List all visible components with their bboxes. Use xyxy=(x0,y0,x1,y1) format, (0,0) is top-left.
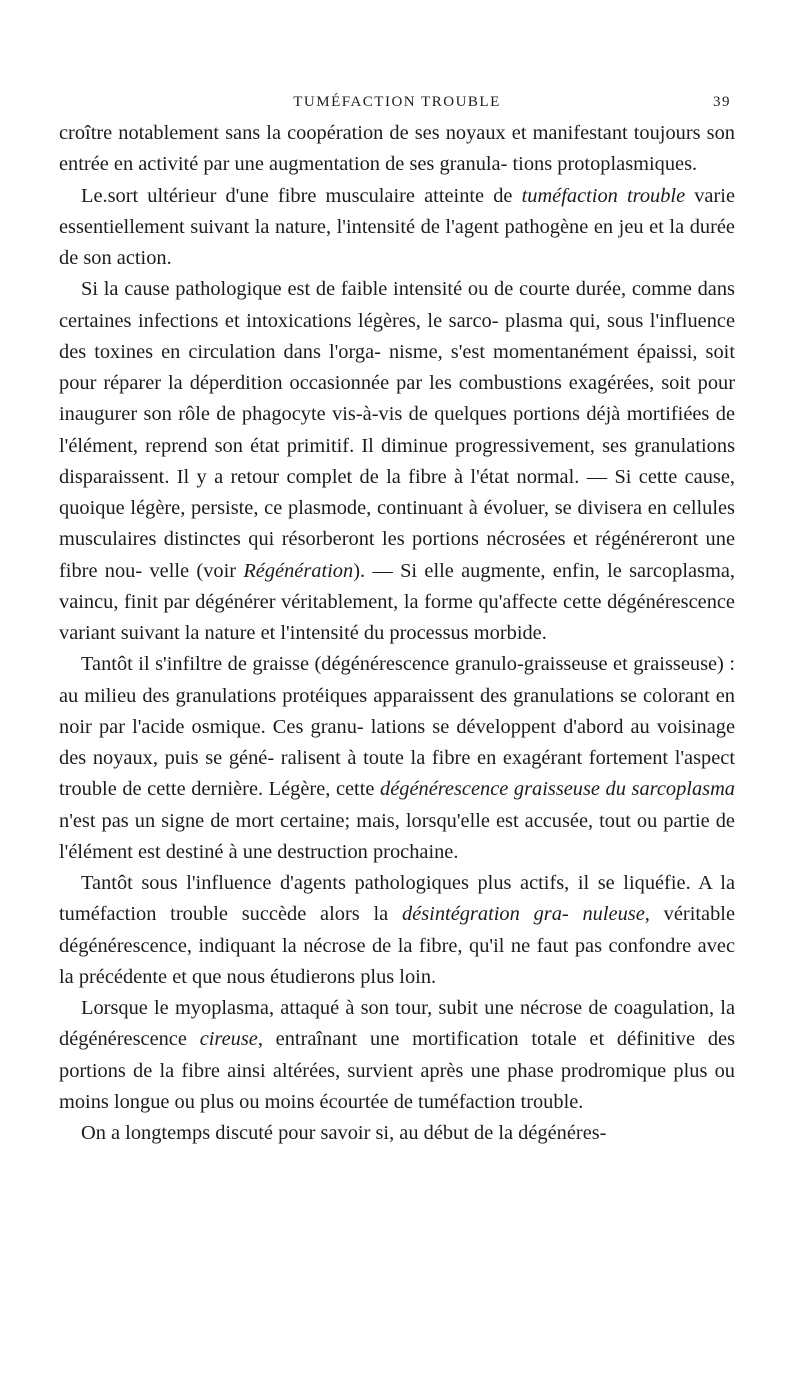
book-page xyxy=(59,94,735,1149)
running-title: TUMÉFACTION TROUBLE xyxy=(293,94,501,110)
paragraph xyxy=(59,649,735,868)
text-run: varie essentiellement suivant la nature, l'intensité de l'agent pathogène en jeu et la durée de son action. xyxy=(59,184,735,269)
text-run: n'est pas un signe de mort certaine; mais, lorsqu'elle est accusée, tout ou partie de l'élément est destiné à une destruction prochaine. xyxy=(59,809,735,863)
paragraph xyxy=(59,1118,735,1149)
text-run: Tantôt sous l'influence d'agents pathologiques plus actifs, il se liquéfie. A la tuméfaction trouble succède alors la xyxy=(59,872,735,926)
italic-term: tuméfaction trouble xyxy=(521,184,686,207)
body-text xyxy=(59,118,735,1149)
paragraph xyxy=(59,993,735,1118)
page-number: 39 xyxy=(713,94,731,110)
text-run: , entraînant une mortification totale et définitive des portions de la fibre ainsi altérées, survient après une phase prodromique plus ou moins longue ou plus ou moins écourtée de tuméfaction trouble. xyxy=(59,1028,735,1113)
text-run: Tantôt il s'infiltre de graisse (dégénérescence granulo-graisseuse et graisseuse) : au milieu des granulations protéiques apparaissent des granulations se colorant en noir par l'acide osmique. Ces granu- lations se développent d'abord au voisinage des noyaux, puis se géné- ralisent à toute la fibre en exagérant fortement l'aspect trouble de cette dernière. Légère, cette xyxy=(59,653,735,801)
paragraph xyxy=(59,868,735,993)
italic-term: dégénérescence graisseuse du sarcoplasma xyxy=(380,778,735,801)
text-run: Lorsque le myoplasma, attaqué à son tour, subit une nécrose de coagulation, la dégénérescence xyxy=(59,997,735,1051)
text-run: ). — Si elle augmente, enfin, le sarcoplasma, vaincu, finit par dégénérer véritablement, la forme qu'affecte cette dégénérescence variant suivant la nature et l'intensité du processus morbide. xyxy=(59,559,735,644)
text-run: Si la cause pathologique est de faible intensité ou de courte durée, comme dans certaines infections et intoxications légères, le sarco- plasma qui, sous l'influence des toxines en circulation dans l'orga- nisme, s'est momentanément épaissi, soit pour réparer la déperdition occasionnée par les combustions exagérées, soit pour inaugurer son rôle de phagocyte vis-à-vis de quelques portions déjà mortifiées de l'élément, reprend son état primitif. Il diminue progressivement, ses granulations disparaissent. Il y a retour complet de la fibre à l'état normal. — Si cette cause, quoique légère, persiste, ce plasmode, continuant à évoluer, se divisera en cellules musculaires distinctes qui résorberont les portions nécrosées et régénéreront une fibre nou- velle (voir xyxy=(59,278,735,582)
italic-term: Régénération xyxy=(243,559,354,582)
paragraph xyxy=(59,118,735,181)
page-header xyxy=(59,94,735,118)
text-run: On a longtemps discuté pour savoir si, au début de la dégénéres- xyxy=(81,1122,607,1144)
text-run: Le.sort ultérieur d'une fibre musculaire atteinte de xyxy=(81,184,522,207)
text-run: croître notablement sans la coopération de ses noyaux et manifestant toujours son entrée en activité par une augmentation de ses granula- tions protoplasmiques. xyxy=(59,122,735,176)
paragraph xyxy=(59,181,735,275)
text-run: , véritable dégénérescence, indiquant la nécrose de la fibre, qu'il ne faut pas confondre avec la précédente et que nous étudierons plus loin. xyxy=(59,903,735,988)
italic-term: désintégration gra- nuleuse xyxy=(401,903,645,926)
italic-term: cireuse xyxy=(199,1028,258,1051)
paragraph xyxy=(59,274,735,649)
